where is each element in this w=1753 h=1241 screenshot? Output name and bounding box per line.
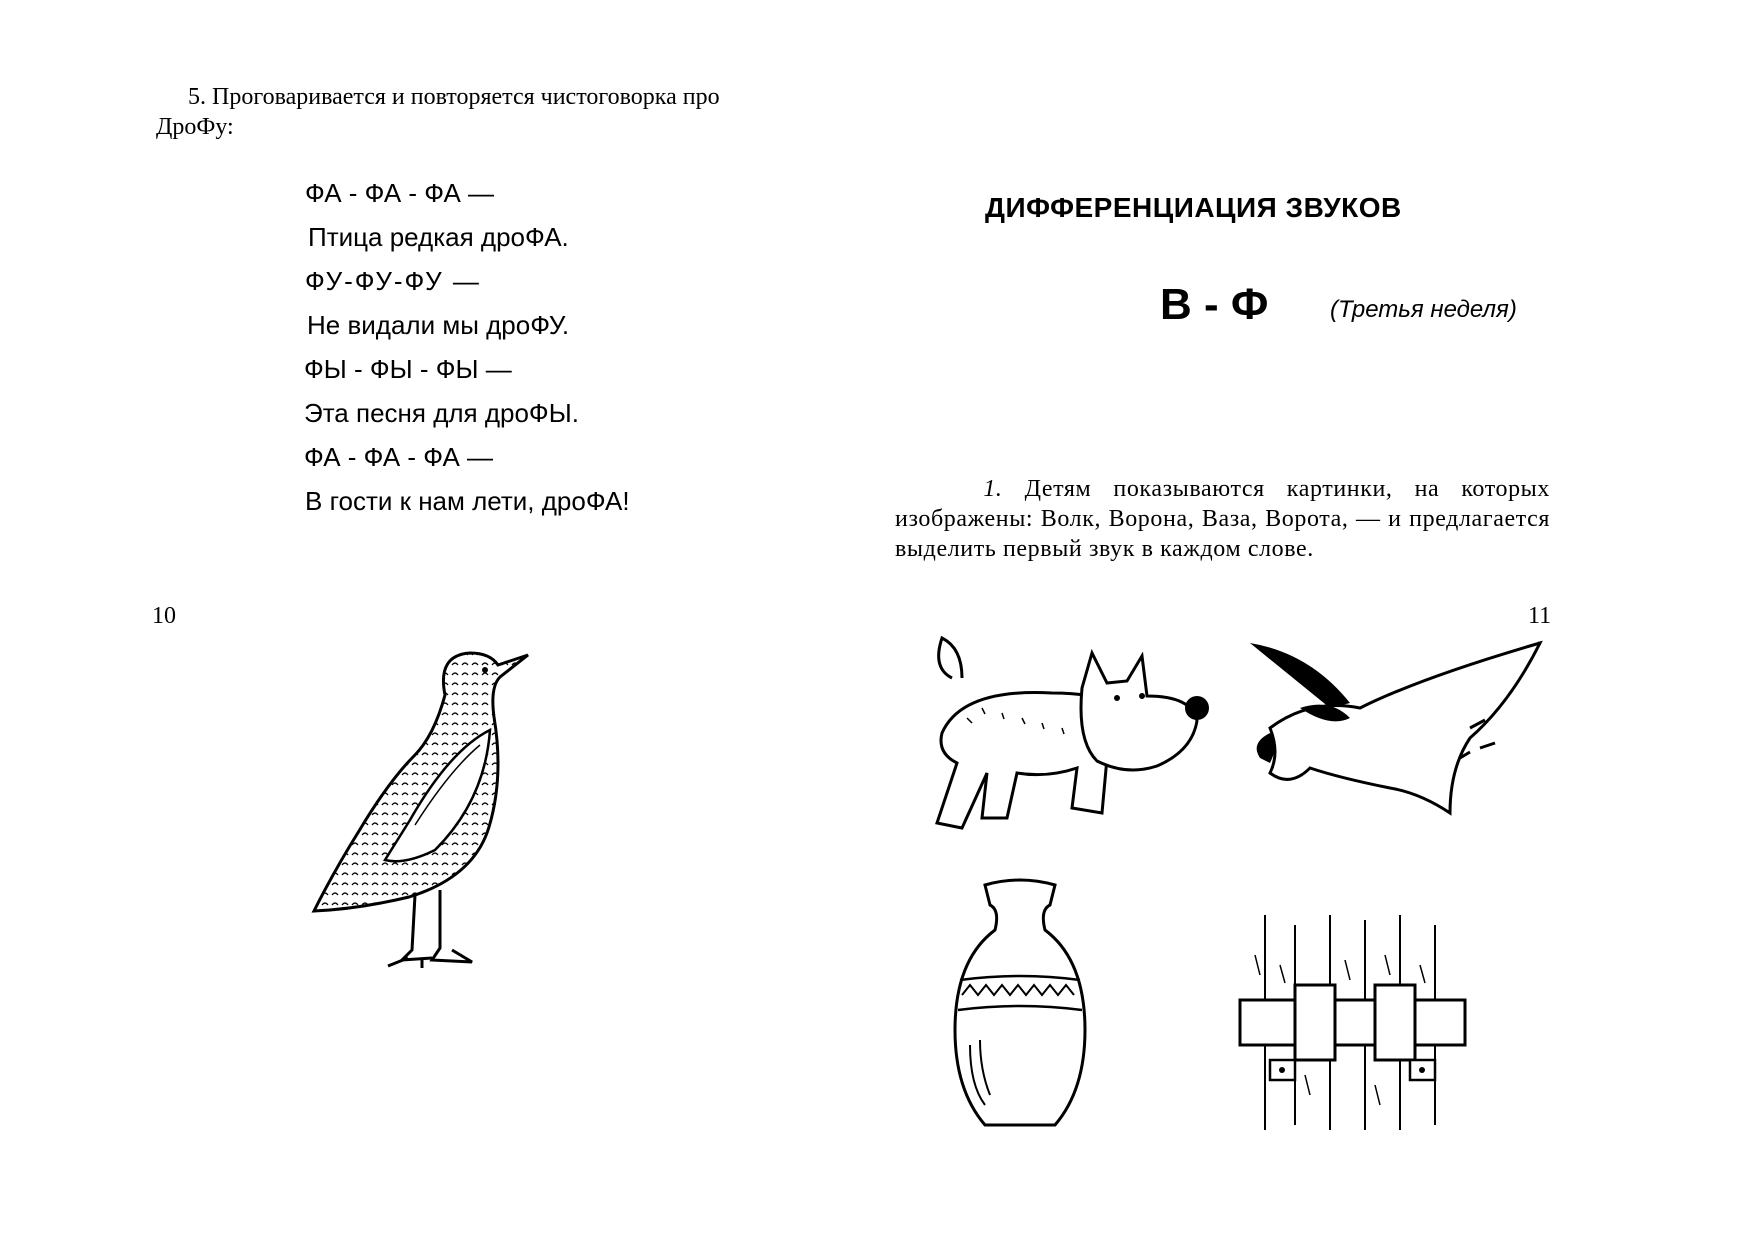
week-note: (Третья неделя) <box>1330 296 1517 323</box>
intro-line-2: ДроФу: <box>156 114 234 140</box>
page-number-right: 11 <box>1528 603 1552 629</box>
gate-illustration <box>1235 915 1470 1130</box>
crow-illustration <box>1240 638 1540 838</box>
verse-line-6: Эта песня для дроФЫ. <box>304 398 579 428</box>
task-text: Детям показываются картинки, на которых изображены: Волк, Ворона, Ваза, Ворота, — и предлагается выделить первый звук в каждом слове. <box>895 476 1550 562</box>
letters-heading: В - Ф <box>1160 280 1269 329</box>
vase-illustration <box>950 880 1090 1130</box>
section-title: ДИФФЕРЕНЦИАЦИЯ ЗВУКОВ <box>985 192 1402 223</box>
verse-line-4: Не видали мы дроФУ. <box>307 310 570 340</box>
page-number-left: 10 <box>152 603 176 629</box>
intro-line-1: 5. Проговаривается и повторяется чистоговорка про <box>188 84 720 110</box>
verse-line-5: ФЫ - ФЫ - ФЫ — <box>304 354 512 384</box>
verse-line-7: ФА - ФА - ФА — <box>304 442 494 472</box>
verse-line-2: Птица редкая дроФА. <box>308 222 569 252</box>
task-paragraph <box>895 474 1550 564</box>
verse-line-3: ФУ-ФУ-ФУ — <box>305 266 481 296</box>
wolf-illustration <box>912 638 1212 868</box>
task-number: 1. <box>983 476 1003 502</box>
verse-line-1: ФА - ФА - ФА — <box>305 178 495 208</box>
verse-line-8: В гости к нам лети, дроФА! <box>305 486 630 516</box>
bustard-bird-illustration <box>300 640 580 980</box>
